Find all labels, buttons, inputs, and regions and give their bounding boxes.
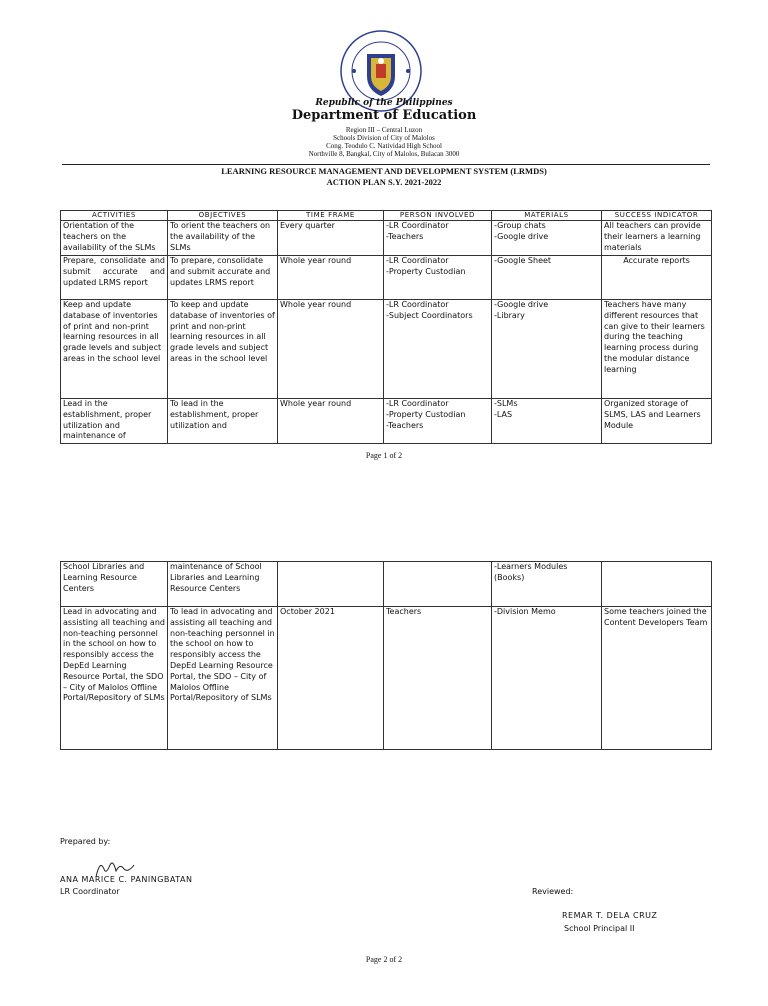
table-cell: Orientation of the teachers on the availability of the SLMs <box>61 221 168 256</box>
table-row <box>61 607 712 750</box>
reviewed-label: Reviewed: <box>532 887 574 896</box>
prepared-by-label: Prepared by: <box>60 837 111 846</box>
table-cell: Some teachers joined the Content Developers Team <box>602 607 712 750</box>
table-cell: Teachers have many different resources that can give to their learners during the teaching learning process during the modular distance learning <box>602 300 712 399</box>
table-cell: To lead in the establishment, proper utilization and <box>168 399 278 444</box>
table-cell: Accurate reports <box>602 256 712 300</box>
address-text: Northville 8, Bangkal, City of Malolos, Bulacan 3000 <box>308 150 460 158</box>
reviewed-by-position: School Principal II <box>564 924 635 933</box>
page-number-1: Page 1 of 2 <box>365 451 403 460</box>
table-row <box>61 399 712 444</box>
table-cell: Whole year round <box>278 256 384 300</box>
table-cell: Organized storage of SLMS, LAS and Learners Module <box>602 399 712 444</box>
table-cell: October 2021 <box>278 607 384 750</box>
column-header-materials: MATERIALS <box>492 211 602 221</box>
school-text: Cong. Teodulo C. Natividad High School <box>326 142 442 150</box>
republic-heading: Republic of the Philippines <box>315 98 453 108</box>
column-header-activities: ACTIVITIES <box>61 211 168 221</box>
table-cell: Every quarter <box>278 221 384 256</box>
action-plan-table-page-1 <box>60 210 712 444</box>
prepared-by-position: LR Coordinator <box>60 887 120 896</box>
action-plan-table-page-2 <box>60 561 712 750</box>
table-cell <box>384 562 492 607</box>
region-text: Region III – Central Luzon <box>345 126 423 134</box>
table-header-row <box>61 211 712 221</box>
table-cell: -Group chats -Google drive <box>492 221 602 256</box>
table-cell: -Google Sheet <box>492 256 602 300</box>
table-cell: Prepare, consolidate and submit accurate and updated LRMS report <box>61 256 168 300</box>
column-header-objectives: OBJECTIVES <box>168 211 278 221</box>
department-heading: Department of Education <box>291 108 477 123</box>
table-cell: Whole year round <box>278 300 384 399</box>
table-cell: Lead in the establishment, proper utilization and maintenance of <box>61 399 168 444</box>
table-cell: -LR Coordinator -Teachers <box>384 221 492 256</box>
table-cell: -LR Coordinator -Subject Coordinators <box>384 300 492 399</box>
document-title: LEARNING RESOURCE MANAGEMENT AND DEVELOPMENT SYSTEM (LRMDS) <box>221 166 547 176</box>
table-cell: To prepare, consolidate and submit accurate and updates LRMS report <box>168 256 278 300</box>
table-row <box>61 300 712 399</box>
division-text: Schools Division of City of Malolos <box>333 134 435 142</box>
page-number-2: Page 2 of 2 <box>365 955 403 964</box>
table-cell: -Google drive -Library <box>492 300 602 399</box>
table-row <box>61 562 712 607</box>
document-subtitle: ACTION PLAN S.Y. 2021-2022 <box>326 177 442 187</box>
table-cell: To orient the teachers on the availability of the SLMs <box>168 221 278 256</box>
table-cell: Keep and update database of inventories of print and non-print learning resources in all grade levels and subject areas in the school level <box>61 300 168 399</box>
table-cell: All teachers can provide their learners a learning materials <box>602 221 712 256</box>
table-cell <box>602 562 712 607</box>
table-cell: maintenance of School Libraries and Learning Resource Centers <box>168 562 278 607</box>
reviewed-by-name: REMAR T. DELA CRUZ <box>562 911 658 920</box>
header-divider <box>62 164 710 165</box>
table-cell: -SLMs -LAS <box>492 399 602 444</box>
table-cell: Lead in advocating and assisting all teaching and non-teaching personnel in the school on how to responsibly access the DepEd Learning Resource Portal, the SDO – City of Malolos Offline Portal/Repository of SLMs <box>61 607 168 750</box>
prepared-by-name: ANA MARICE C. PANINGBATAN <box>60 875 193 884</box>
table-row <box>61 256 712 300</box>
table-cell <box>278 562 384 607</box>
table-cell: Whole year round <box>278 399 384 444</box>
table-cell: -Learners Modules (Books) <box>492 562 602 607</box>
table-cell: -LR Coordinator -Property Custodian -Teachers <box>384 399 492 444</box>
column-header-person-involved: PERSON INVOLVED <box>384 211 492 221</box>
table-cell: To keep and update database of inventories of print and non-print learning resources in all grade levels and subject areas in the school level <box>168 300 278 399</box>
table-cell: -LR Coordinator -Property Custodian <box>384 256 492 300</box>
table-cell: -Division Memo <box>492 607 602 750</box>
table-cell: School Libraries and Learning Resource Centers <box>61 562 168 607</box>
table-row <box>61 221 712 256</box>
column-header-success-indicator: SUCCESS INDICATOR <box>602 211 712 221</box>
column-header-time-frame: TIME FRAME <box>278 211 384 221</box>
table-cell: Teachers <box>384 607 492 750</box>
table-cell: To lead in advocating and assisting all teaching and non-teaching personnel in the school on how to responsibly access the DepEd Learning Resource Portal, the SDO – City of Malolos Offline Portal/Repository of SLMs <box>168 607 278 750</box>
